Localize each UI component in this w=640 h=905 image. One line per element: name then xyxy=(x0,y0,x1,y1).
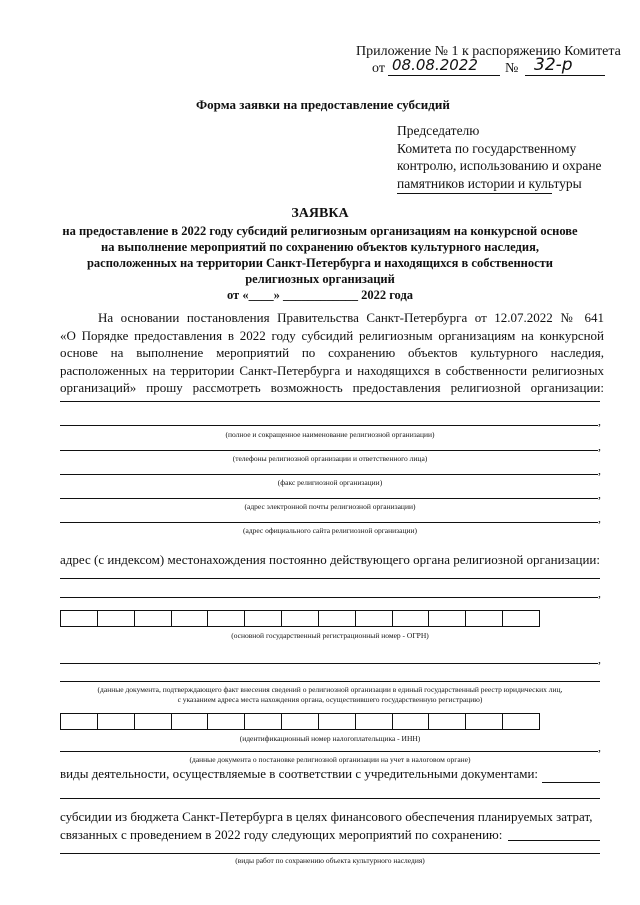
date-underline xyxy=(388,75,500,76)
date-prefix: от xyxy=(372,61,385,76)
activities-label: виды деятельности, осуществляемые в соответствии с учредительными документами: xyxy=(60,766,539,781)
order-number: 32-р xyxy=(534,55,573,75)
email-line xyxy=(60,498,598,499)
inn-cell[interactable] xyxy=(282,714,319,729)
comma: , xyxy=(598,414,601,428)
comma: , xyxy=(598,740,601,754)
caption-email: (адрес электронной почты религиозной организации) xyxy=(244,502,416,511)
ogrn-cell[interactable] xyxy=(245,611,282,626)
ogrn-cell[interactable] xyxy=(98,611,135,626)
caption-tax: (данные документа о постановке религиозной организации на учет в налоговом органе) xyxy=(189,755,471,764)
application-date-line: от «____» ____________ 2022 года xyxy=(226,288,414,302)
subsidy-line: связанных с проведением в 2022 году следующих мероприятий по сохранению: xyxy=(60,826,503,842)
ogrn-cell[interactable] xyxy=(356,611,393,626)
works-line xyxy=(60,853,600,854)
inn-cell[interactable] xyxy=(319,714,356,729)
inn-cell[interactable] xyxy=(135,714,172,729)
subsidy-paragraph xyxy=(60,808,604,843)
comma: , xyxy=(598,652,601,666)
website-line xyxy=(60,522,598,523)
ogrn-cell[interactable] xyxy=(393,611,430,626)
registry-line-1 xyxy=(60,663,598,664)
subtitle-line: на выполнение мероприятий по сохранению объектов культурного наследия, xyxy=(101,240,539,254)
inn-cell[interactable] xyxy=(429,714,466,729)
ogrn-cell[interactable] xyxy=(429,611,466,626)
ogrn-cell[interactable] xyxy=(172,611,209,626)
comma: , xyxy=(598,439,601,453)
address-line-2 xyxy=(60,597,598,598)
address-line-1 xyxy=(60,578,600,579)
subsidy-line: субсидии из бюджета Санкт-Петербурга в целях финансового обеспечения планируемых затрат, xyxy=(60,809,593,824)
caption-registry-2: с указанием адреса места нахождения органа, осуществившего государственную регистрацию) xyxy=(177,695,483,704)
org-name-line-1 xyxy=(60,401,600,402)
activities-inline-line xyxy=(542,782,600,783)
body-line: организаций» прошу рассмотреть возможность предоставления религиозной организации: xyxy=(60,380,604,395)
ogrn-cell[interactable] xyxy=(319,611,356,626)
comma: , xyxy=(598,511,601,525)
inn-cell[interactable] xyxy=(208,714,245,729)
subtitle-line: на предоставление в 2022 году субсидий религиозным организациям на конкурсной основе xyxy=(62,224,578,238)
addressee-line: контролю, использованию и охране xyxy=(397,158,602,173)
number-underline xyxy=(525,75,605,76)
addressee-line: Комитета по государственному xyxy=(397,140,577,156)
caption-registry-1: (данные документа, подтверждающего факт внесения сведений о религиозной организации в единый государственный реестр юридических лиц, xyxy=(97,685,563,694)
inn-cell[interactable] xyxy=(61,714,98,729)
ogrn-cell[interactable] xyxy=(208,611,245,626)
tax-line xyxy=(60,751,598,752)
inn-cell[interactable] xyxy=(466,714,503,729)
registry-line-2 xyxy=(60,681,600,682)
inn-cell[interactable] xyxy=(98,714,135,729)
comma: , xyxy=(598,586,601,600)
ogrn-cell[interactable] xyxy=(61,611,98,626)
ogrn-cell[interactable] xyxy=(503,611,539,626)
comma: , xyxy=(598,463,601,477)
address-label: адрес (с индексом) местонахождения постоянно действующего органа религиозной организации: xyxy=(60,552,600,567)
application-title: ЗАЯВКА xyxy=(291,206,349,221)
caption-fax: (факс религиозной организации) xyxy=(277,478,383,487)
comma: , xyxy=(598,487,601,501)
org-name-line-2 xyxy=(60,425,598,426)
addressee-line: памятников истории и культуры xyxy=(397,175,582,191)
caption-works: (виды работ по сохранению объекта культурного наследия) xyxy=(235,856,425,865)
body-line: На основании постановления Правительства Санкт-Петербурга от 12.07.2022 № 641 xyxy=(98,310,604,325)
subsidy-inline-line xyxy=(508,840,600,841)
inn-cell[interactable] xyxy=(245,714,282,729)
addressee-line: Председателю xyxy=(397,123,480,138)
body-line: «О Порядке предоставления в 2022 году субсидий религиозным организациям на конкурсной xyxy=(60,327,604,343)
body-line: расположенных на территории Санкт-Петербурга и находящихся в собственности религиозных xyxy=(60,362,604,378)
phones-line xyxy=(60,450,598,451)
inn-cell[interactable] xyxy=(393,714,430,729)
addressee-block xyxy=(397,122,602,192)
inn-grid[interactable] xyxy=(60,713,540,730)
inn-cell[interactable] xyxy=(172,714,209,729)
subtitle-line: религиозных организаций xyxy=(245,272,395,286)
subtitle-line: расположенных на территории Санкт-Петербурга и находящихся в собственности xyxy=(86,256,554,270)
body-paragraph xyxy=(60,309,604,397)
order-date: 08.08.2022 xyxy=(392,56,478,74)
inn-cell[interactable] xyxy=(356,714,393,729)
caption-inn: (идентификационный номер налогоплательщика - ИНН) xyxy=(239,734,421,743)
addressee-signature-line xyxy=(397,193,552,194)
caption-ogrn: (основной государственный регистрационный номер - ОГРН) xyxy=(231,631,429,640)
ogrn-cell[interactable] xyxy=(135,611,172,626)
ogrn-cell[interactable] xyxy=(282,611,319,626)
caption-website: (адрес официального сайта религиозной организации) xyxy=(243,526,417,535)
inn-cell[interactable] xyxy=(503,714,539,729)
caption-org-name: (полное и сокращенное наименование религиозной организации) xyxy=(225,430,435,439)
fax-line xyxy=(60,474,598,475)
body-line: основе на выполнение мероприятий по сохранению объектов культурного наследия, xyxy=(60,345,604,360)
number-prefix: № xyxy=(505,61,519,76)
ogrn-cell[interactable] xyxy=(466,611,503,626)
form-title: Форма заявки на предоставление субсидий xyxy=(196,97,450,112)
caption-phones: (телефоны религиозной организации и ответственного лица) xyxy=(232,454,428,463)
activities-line xyxy=(60,798,600,799)
ogrn-grid[interactable] xyxy=(60,610,540,627)
appendix-label: Приложение № 1 к распоряжению Комитета xyxy=(356,44,621,59)
application-subtitle xyxy=(40,223,600,303)
